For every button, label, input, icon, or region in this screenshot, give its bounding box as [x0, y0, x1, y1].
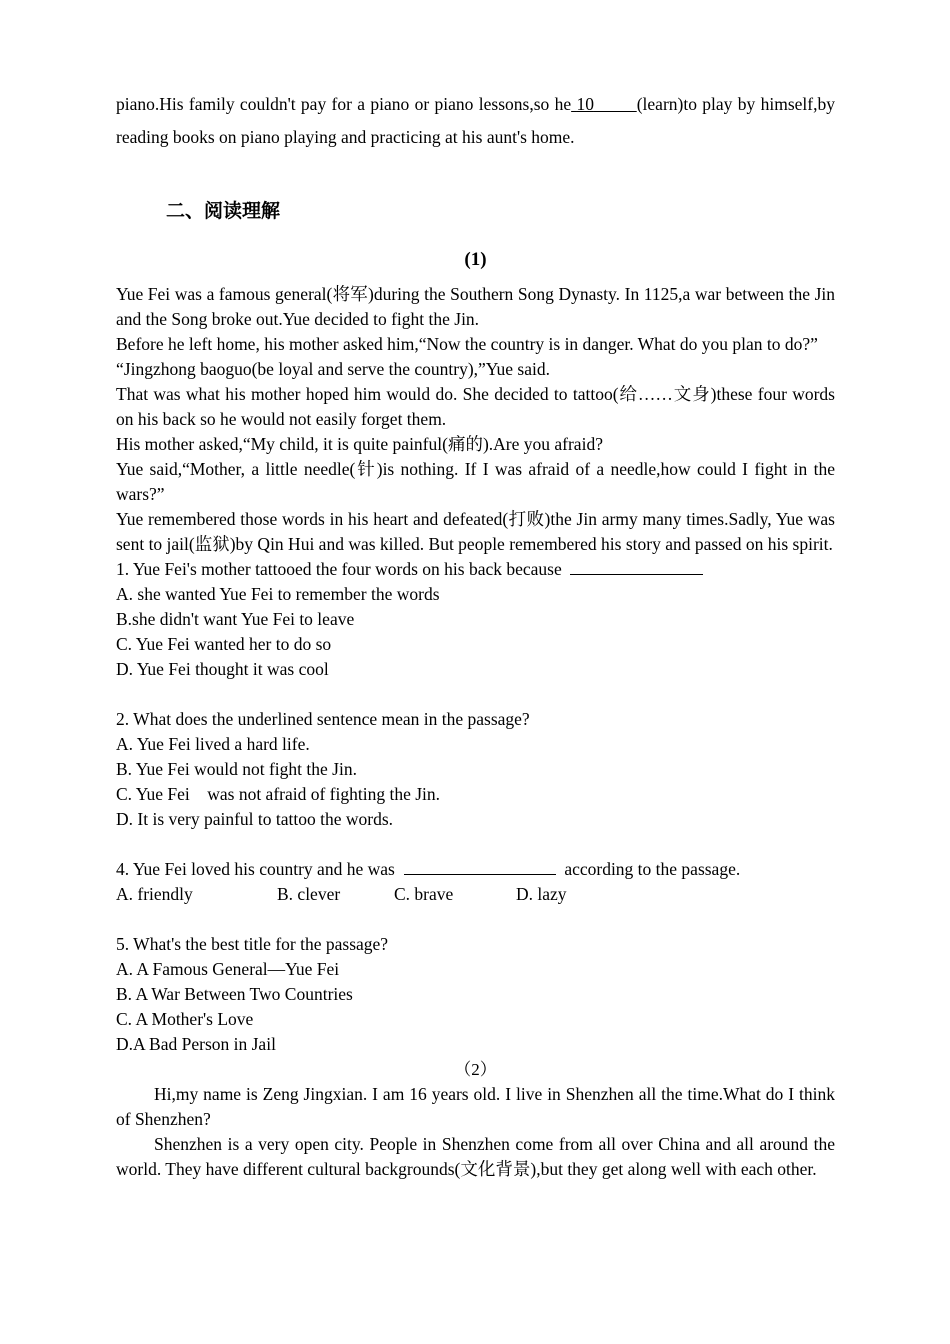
question-2-option: D. It is very painful to tattoo the words. [116, 809, 394, 829]
blank-10: 10 [576, 94, 594, 114]
passage-1-paragraph: “Jingzhong baoguo(be loyal and serve the country),”Yue said. [116, 359, 550, 379]
question-1-option: B.she didn't want Yue Fei to leave [116, 609, 355, 629]
passage-1-paragraph: That was what his mother hoped him would do. She decided to tattoo(给……文身)these four words on his back so he would not easily forget them. [116, 384, 835, 429]
question-1-option: C. Yue Fei wanted her to do so [116, 634, 332, 654]
question-4-options [116, 882, 835, 907]
passage-1-number: (1) [464, 249, 487, 270]
passage-2-number: （2） [454, 1060, 497, 1079]
passage-1-paragraph: Yue remembered those words in his heart and defeated(打败)the Jin army many times.Sadly, Yue was sent to jail(监狱)by Qin Hui and was killed. But people remembered his story and passed on his spirit. [116, 509, 835, 554]
question-4-option: C. brave [394, 884, 454, 904]
continuation-text-2: (learn)to play by himself,by reading books on piano playing and practicing at his aunt's home. [116, 94, 835, 147]
question-4: 4. Yue Fei loved his country and he was according to the passage. [116, 859, 741, 879]
passage-2-paragraph: Shenzhen is a very open city. People in Shenzhen come from all over China and all around the world. They have different cultural backgrounds(文化背景),but they get along well with each other. [116, 1134, 835, 1179]
continuation-text-1: piano.His family couldn't pay for a piano or piano lessons,so he [116, 94, 572, 114]
document-page [116, 88, 835, 1182]
question-2-option: C. Yue Fei was not afraid of fighting the Jin. [116, 784, 441, 804]
passage-2-paragraph: Hi,my name is Zeng Jingxian. I am 16 years old. I live in Shenzhen all the time.What do I think of Shenzhen? [116, 1084, 835, 1129]
passage-1-paragraph: Yue said,“Mother, a little needle(针)is nothing. If I was afraid of a needle,how could I fight in the wars?” [116, 459, 835, 504]
question-4-option: D. lazy [516, 884, 567, 904]
continuation-paragraph [116, 88, 835, 154]
question-5-option: C. A Mother's Love [116, 1009, 254, 1029]
question-5: 5. What's the best title for the passage? [116, 934, 389, 954]
question-1-option: A. she wanted Yue Fei to remember the words [116, 584, 440, 604]
question-2: 2. What does the underlined sentence mean in the passage? [116, 709, 530, 729]
passage-1-paragraph: Before he left home, his mother asked him,“Now the country is in danger. What do you plan to do?” [116, 334, 818, 354]
question-4-option: A. friendly [116, 884, 193, 904]
question-1: 1. Yue Fei's mother tattooed the four words on his back because [116, 557, 835, 582]
passage-1-paragraph: Yue Fei was a famous general(将军)during the Southern Song Dynasty. In 1125,a war between the Jin and the Song broke out.Yue decided to fight the Jin. [116, 284, 835, 329]
question-1-option: D. Yue Fei thought it was cool [116, 659, 329, 679]
question-2-option: B. Yue Fei would not fight the Jin. [116, 759, 357, 779]
passage-1-paragraph: His mother asked,“My child, it is quite painful(痛的).Are you afraid? [116, 434, 603, 454]
question-5-option: D.A Bad Person in Jail [116, 1034, 276, 1054]
question-5-option: A. A Famous General—Yue Fei [116, 959, 340, 979]
section-title: 二、阅读理解 [166, 200, 281, 222]
question-2-option: A. Yue Fei lived a hard life. [116, 734, 310, 754]
answer-blank [404, 858, 556, 875]
question-5-option: B. A War Between Two Countries [116, 984, 353, 1004]
answer-blank [570, 558, 703, 575]
question-4-option: B. clever [277, 884, 341, 904]
